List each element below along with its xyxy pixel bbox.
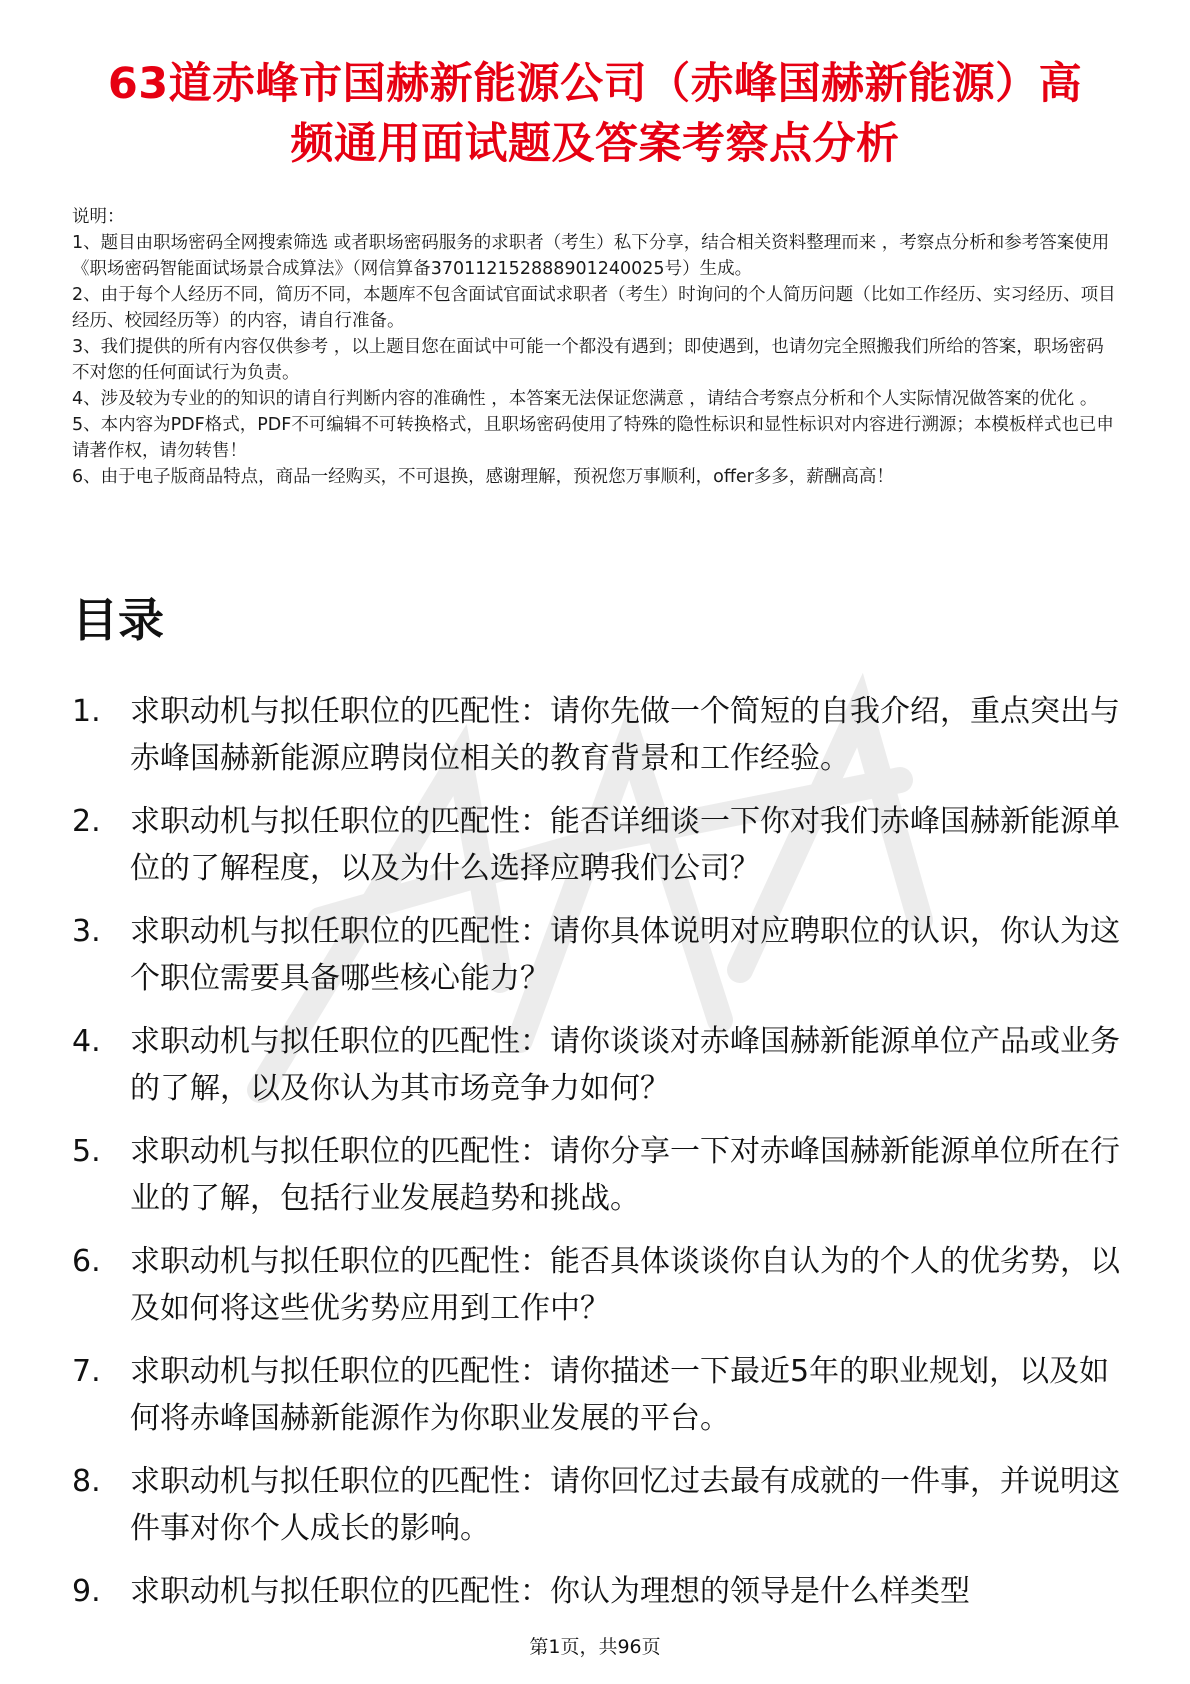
toc-item-text: 求职动机与拟任职位的匹配性：能否具体谈谈你自认为的个人的优劣势，以及如何将这些优劣势应用到工作中？ — [130, 1244, 1120, 1326]
toc-item-text: 求职动机与拟任职位的匹配性：请你先做一个简短的自我介绍，重点突出与赤峰国赫新能源应聘岗位相关的教育背景和工作经验。 — [130, 694, 1120, 776]
toc-item[interactable] — [72, 688, 1122, 782]
toc-item-text: 求职动机与拟任职位的匹配性：请你分享一下对赤峰国赫新能源单位所在行业的了解，包括行业发展趋势和挑战。 — [130, 1134, 1120, 1216]
toc-item-number: 8. — [72, 1464, 101, 1499]
page-number: 第1页，共96页 — [529, 1636, 661, 1658]
toc-item[interactable] — [72, 1458, 1122, 1552]
toc-item[interactable] — [72, 798, 1122, 892]
notes-heading: 说明： — [72, 207, 125, 227]
toc-item-text: 求职动机与拟任职位的匹配性：你认为理想的领导是什么样类型 — [130, 1574, 970, 1609]
toc-item[interactable] — [72, 1238, 1122, 1332]
toc-item-number: 6. — [72, 1244, 101, 1279]
toc-item-text: 求职动机与拟任职位的匹配性：能否详细谈一下你对我们赤峰国赫新能源单位的了解程度，以及为什么选择应聘我们公司？ — [130, 804, 1120, 886]
note-item: 4、涉及较为专业的的知识的请自行判断内容的准确性 ，本答案无法保证您满意 ，请结合考察点分析和个人实际情况做答案的优化 。 — [72, 389, 1098, 409]
toc-item[interactable] — [72, 908, 1122, 1002]
note-item: 2、由于每个人经历不同，简历不同，本题库不包含面试官面试求职者（考生）时询问的个人简历问题（比如工作经历、实习经历、项目经历、校园经历等）的内容，请自行准备。 — [72, 285, 1116, 331]
toc-item[interactable] — [72, 1348, 1122, 1442]
toc-heading: 目录 — [72, 593, 164, 647]
toc-item-number: 5. — [72, 1134, 101, 1169]
document-title: 63道赤峰市国赫新能源公司（赤峰国赫新能源）高频通用面试题及答案考察点分析 — [107, 59, 1083, 169]
notes-section — [72, 204, 1120, 490]
toc-item-number: 9. — [72, 1574, 101, 1609]
toc-item-text: 求职动机与拟任职位的匹配性：请你回忆过去最有成就的一件事，并说明这件事对你个人成长的影响。 — [130, 1464, 1120, 1546]
toc-item-number: 2. — [72, 804, 101, 839]
toc-item-text: 求职动机与拟任职位的匹配性：请你谈谈对赤峰国赫新能源单位产品或业务的了解，以及你认为其市场竞争力如何？ — [130, 1024, 1120, 1106]
note-item: 1、题目由职场密码全网搜索筛选 或者职场密码服务的求职者（考生）私下分享，结合相关资料整理而来 ，考察点分析和参考答案使用《职场密码智能面试场景合成算法》（网信算备370112152888901240025号）生成。 — [72, 233, 1110, 279]
toc-item-number: 4. — [72, 1024, 101, 1059]
toc-item-text: 求职动机与拟任职位的匹配性：请你描述一下最近5年的职业规划，以及如何将赤峰国赫新能源作为你职业发展的平台。 — [130, 1354, 1110, 1436]
toc-list — [72, 688, 1122, 1631]
note-item: 6、由于电子版商品特点，商品一经购买，不可退换，感谢理解，预祝您万事顺利，offer多多，薪酬高高！ — [72, 467, 894, 487]
note-item: 3、我们提供的所有内容仅供参考 ，以上题目您在面试中可能一个都没有遇到；即使遇到，也请勿完全照搬我们所给的答案，职场密码不对您的任何面试行为负责。 — [72, 337, 1104, 383]
toc-item-text: 求职动机与拟任职位的匹配性：请你具体说明对应聘职位的认识，你认为这个职位需要具备哪些核心能力？ — [130, 914, 1120, 996]
toc-item[interactable] — [72, 1018, 1122, 1112]
note-item: 5、本内容为PDF格式，PDF不可编辑不可转换格式，且职场密码使用了特殊的隐性标识和显性标识对内容进行溯源；本模板样式也已申请著作权，请勿转售！ — [72, 415, 1114, 461]
toc-item-number: 7. — [72, 1354, 101, 1389]
toc-item[interactable] — [72, 1568, 1122, 1615]
toc-item-number: 3. — [72, 914, 101, 949]
toc-item[interactable] — [72, 1128, 1122, 1222]
toc-item-number: 1. — [72, 694, 101, 729]
